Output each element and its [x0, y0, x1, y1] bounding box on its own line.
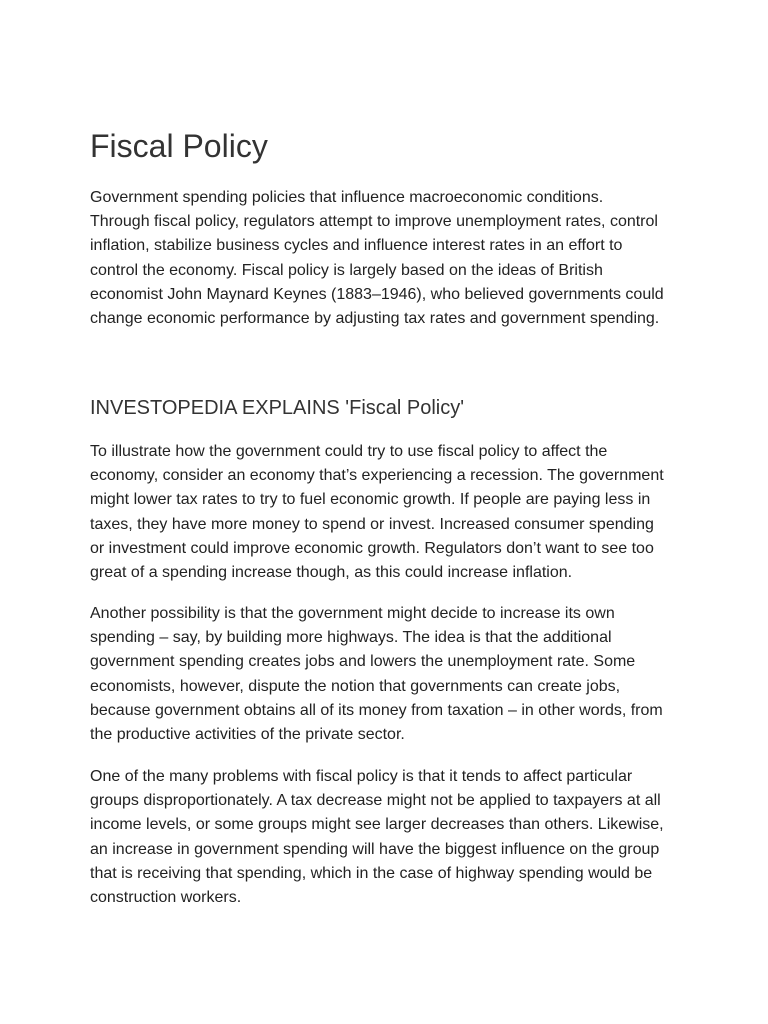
paragraph-line: taxes, they have more money to spend or invest. Increased consumer spending — [90, 515, 654, 533]
intro-paragraph — [90, 186, 690, 331]
paragraph-line: great of a spending increase though, as this could increase inflation. — [90, 564, 573, 582]
paragraph-line: an increase in government spending will have the biggest influence on the group — [90, 840, 660, 858]
page-title: Fiscal Policy — [90, 128, 268, 164]
paragraph-line: Through fiscal policy, regulators attempt to improve unemployment rates, control — [90, 213, 658, 231]
paragraph-line: because government obtains all of its money from taxation – in other words, from — [90, 701, 663, 719]
paragraph-line: economy, consider an economy that’s experiencing a recession. The government — [90, 467, 664, 485]
body-paragraph — [90, 765, 690, 910]
paragraph-line: or investment could improve economic growth. Regulators don’t want to see too — [90, 539, 654, 557]
paragraph-line: the productive activities of the private sector. — [90, 726, 405, 744]
section-heading: INVESTOPEDIA EXPLAINS 'Fiscal Policy' — [90, 397, 465, 419]
body-paragraph — [90, 440, 690, 585]
paragraph-line: income levels, or some groups might see larger decreases than others. Likewise, — [90, 816, 664, 834]
paragraph-line: economist John Maynard Keynes (1883–1946), who believed governments could — [90, 285, 664, 303]
paragraph-line: economists, however, dispute the notion that governments can create jobs, — [90, 677, 621, 695]
paragraph-line: groups disproportionately. A tax decrease might not be applied to taxpayers at all — [90, 792, 661, 810]
paragraph-line: that is receiving that spending, which in the case of highway spending would be — [90, 864, 653, 882]
paragraph-line: One of the many problems with fiscal policy is that it tends to affect particular — [90, 768, 633, 785]
paragraph-line: government spending creates jobs and lowers the unemployment rate. Some — [90, 653, 636, 671]
paragraph-line: might lower tax rates to try to fuel economic growth. If people are paying less in — [90, 491, 651, 509]
paragraph-line: construction workers. — [90, 889, 242, 907]
paragraph-line: change economic performance by adjusting tax rates and government spending. — [90, 310, 660, 328]
paragraph-line: Government spending policies that influence macroeconomic conditions. — [90, 189, 604, 206]
paragraph-line: Another possibility is that the government might decide to increase its own — [90, 605, 615, 622]
paragraph-line: To illustrate how the government could try to use fiscal policy to affect the — [90, 443, 608, 460]
paragraph-line: control the economy. Fiscal policy is largely based on the ideas of British — [90, 261, 603, 279]
paragraph-line: spending – say, by building more highways. The idea is that the additional — [90, 629, 612, 647]
body-paragraph — [90, 602, 690, 747]
paragraph-line: inflation, stabilize business cycles and influence interest rates in an effort to — [90, 237, 623, 255]
